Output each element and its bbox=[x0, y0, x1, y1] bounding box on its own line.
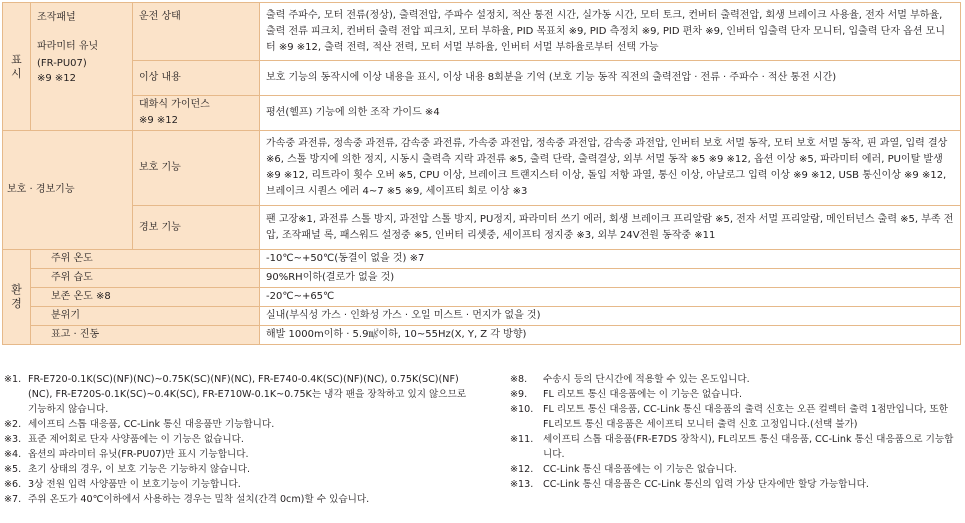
footnote bbox=[510, 462, 958, 477]
row-value: 출력 주파수, 모터 전류(정상), 출력전압, 주파수 설정치, 적산 통전 시간, 실가동 시간, 모터 토크, 컨버터 출력전압, 회생 브레이크 사용율, 전자 서멀 부하율, 출력 전류 피크치, 컨버터 출력 전압 피크치, 모터 부하율, PID 목표치 ※9, PID 측정치 ※9, PID 편차 ※9, 인버터 입출력 단자 모니터, 입출력 단자 옵션 모니터 ※9 ※12, 출력 전력, 적산 전력, 모터 서멀 부하율, 인버터 서멀 부하율로부터 선택 가능 bbox=[260, 3, 961, 61]
table-row bbox=[3, 326, 961, 345]
row-label-text: 보호 기능 bbox=[139, 162, 181, 173]
row-label bbox=[133, 96, 260, 131]
footnote-key: ※13. bbox=[510, 479, 534, 490]
table-row bbox=[3, 250, 961, 269]
row-label: 분위기 bbox=[31, 307, 260, 326]
footnote-text: CC-Link 통신 대응품은 CC-Link 통신의 입력 가상 단자에만 할당 가능합니다. bbox=[543, 479, 869, 490]
row-value: -10℃~+50℃(동결이 없을 것) ※7 bbox=[260, 250, 961, 269]
category-display-char-2: 시 bbox=[11, 66, 22, 80]
footnote-key: ※12. bbox=[510, 464, 534, 475]
table-row bbox=[3, 269, 961, 288]
footnote-text: FR-E720-0.1K(SC)(NF)(NC)~0.75K(SC)(NF)(NC), FR-E740-0.4K(SC)(NF)(NC), 0.75K(SC)(NF)(NC), FR-E720S-0.1K(SC)~0.4K(SC), FR-E710W-0.1K~0.75K는 냉각 팬을 장착하고 있지 않으므로 기능하지 않습니다. bbox=[28, 374, 467, 415]
row-label bbox=[133, 206, 260, 250]
row-label-text: 운전 상태 bbox=[139, 11, 181, 22]
footnote-text: CC-Link 통신 대응품에는 이 기능은 없습니다. bbox=[543, 464, 737, 475]
category-environment-char-2: 경 bbox=[11, 297, 22, 310]
row-value: 90%RH이하(결로가 없을 것) bbox=[260, 269, 961, 288]
row-value: 해발 1000m이하 · 5.9㎨이하, 10~55Hz(X, Y, Z 각 방향) bbox=[260, 326, 961, 345]
footnote bbox=[4, 477, 474, 492]
table-row bbox=[3, 206, 961, 250]
footnote bbox=[4, 462, 474, 477]
row-value: 실내(부식성 가스 · 인화성 가스 · 오일 미스트 · 먼지가 없을 것) bbox=[260, 307, 961, 326]
row-value: 평션(헬프) 기능에 의한 조작 가이드 ※4 bbox=[260, 96, 961, 131]
category-environment bbox=[3, 250, 31, 345]
footnote bbox=[4, 492, 474, 507]
row-label: 주위 온도 bbox=[31, 250, 260, 269]
table-row bbox=[3, 288, 961, 307]
footnote-key: ※5. bbox=[4, 464, 22, 475]
footnote-key: ※9. bbox=[510, 389, 528, 400]
panel-line: ※9 ※12 bbox=[37, 73, 77, 84]
footnote-text: 세이프티 스톱 대응품, CC-Link 통신 대응품만 기능합니다. bbox=[28, 419, 275, 430]
panel-line: (FR-PU07) bbox=[37, 58, 87, 69]
footnote bbox=[510, 387, 958, 402]
footnote bbox=[510, 372, 958, 387]
row-value: -20℃~+65℃ bbox=[260, 288, 961, 307]
table-row bbox=[3, 96, 961, 131]
footnote-key: ※2. bbox=[4, 419, 22, 430]
footnote bbox=[4, 447, 474, 462]
footnote-text: 초기 상태의 경우, 이 보호 기능은 기능하지 않습니다. bbox=[28, 464, 251, 475]
row-label: 표고 · 진동 bbox=[31, 326, 260, 345]
footnote-text: FL 리모트 통신 대응품, CC-Link 통신 대응품의 출력 신호는 오픈 컬렉터 출력 1점만입니다, 또한 FL리모트 통신 대응품은 세이프티 모니터 출력 신호 고정입니다.(선택 불가) bbox=[543, 404, 949, 430]
footnote-key: ※11. bbox=[510, 434, 534, 445]
row-label: 보존 온도 ※8 bbox=[31, 288, 260, 307]
footnote-key: ※3. bbox=[4, 434, 22, 445]
category-environment-char-1: 환 bbox=[11, 283, 22, 296]
row-label-note: ※9 ※12 bbox=[139, 115, 179, 126]
table-row bbox=[3, 61, 961, 96]
footnote-key: ※8. bbox=[510, 374, 528, 385]
footnote-text: 3상 전원 입력 사양품만 이 보호기능이 기능합니다. bbox=[28, 479, 241, 490]
footnote-text: 수송시 등의 단시간에 적용할 수 있는 온도입니다. bbox=[543, 374, 750, 385]
category-display bbox=[3, 3, 31, 131]
footnote-text: 세이프티 스톱 대응품(FR-E7DS 장착시), FL리모트 통신 대응품, CC-Link 통신 대응품으로 기능합니다. bbox=[543, 434, 954, 460]
panel-line: 조작패널 bbox=[37, 12, 76, 23]
row-label-text: 이상 내용 bbox=[139, 72, 181, 83]
table-row bbox=[3, 3, 961, 61]
footnote-text: 옵션의 파라미터 유닛(FR-PU07)만 표시 기능합니다. bbox=[28, 449, 249, 460]
footnote bbox=[4, 372, 474, 417]
footnote-text: 주위 온도가 40℃이하에서 사용하는 경우는 밀착 설치(간격 0cm)할 수 있습니다. bbox=[28, 494, 370, 505]
footnote-key: ※7. bbox=[4, 494, 22, 505]
footnote bbox=[4, 417, 474, 432]
table-row bbox=[3, 307, 961, 326]
category-protection: 보호 · 경보기능 bbox=[3, 131, 133, 250]
row-value: 보호 기능의 동작시에 이상 내용을 표시, 이상 내용 8회분을 기억 (보호 기능 동작 직전의 출력전압 · 전류 · 주파수 · 적산 통전 시간) bbox=[260, 61, 961, 96]
footnote-text: 표준 제어회로 단자 사양품에는 이 기능은 없습니다. bbox=[28, 434, 244, 445]
footnote bbox=[510, 477, 958, 492]
row-label-text: 경보 기능 bbox=[139, 221, 181, 233]
footnote-key: ※1. bbox=[4, 374, 22, 385]
footnote bbox=[510, 432, 958, 462]
row-label-text: 대화식 가이던스 bbox=[139, 99, 210, 110]
footnote-key: ※4. bbox=[4, 449, 22, 460]
spec-table bbox=[2, 2, 961, 345]
footnote-key: ※10. bbox=[510, 404, 534, 415]
footnote bbox=[510, 402, 958, 432]
row-label: 주위 습도 bbox=[31, 269, 260, 288]
row-value: 팬 고장※1, 과전류 스톨 방지, 과전압 스톨 방지, PU정지, 파라미터 쓰기 에러, 회생 브레이크 프리알람 ※5, 전자 서멀 프리알람, 메인터넌스 출력 ※5, 부족 전압, 조작패널 록, 패스워드 설정중 ※5, 인버터 리셋중, 세이프티 정지중 ※3, 외부 24V전원 동작중 ※11 bbox=[260, 206, 961, 250]
row-label bbox=[133, 61, 260, 96]
footnote-key: ※6. bbox=[4, 479, 22, 490]
panel-cell bbox=[31, 3, 133, 131]
table-row bbox=[3, 131, 961, 206]
row-label bbox=[133, 3, 260, 61]
footnotes-right bbox=[510, 372, 958, 492]
row-value: 가속중 과전류, 정속중 과전류, 감속중 과전류, 가속중 과전압, 정속중 과전압, 감속중 과전압, 인버터 보호 서멀 동작, 모터 보호 서멀 동작, 핀 과열, 입력 결상 ※6, 스톨 방지에 의한 정지, 시동시 출력측 지락 과전류 ※5, 출력 단락, 출력결상, 외부 서멀 동작 ※5 ※9 ※12, 옵션 이상 ※5, 파라미터 에러, PU이탈 발생 ※9 ※12, 리트라이 횟수 오버 ※5, CPU 이상, 브레이크 트랜지스터 이상, 돌입 저항 과열, 통신 이상, 아날로그 입력 이상 ※9 ※12, USB 통신이상 ※9 ※12, 브레이크 시퀀스 에러 4~7 ※5 ※9, 세이프티 회로 이상 ※3 bbox=[260, 131, 961, 206]
footnotes-left bbox=[4, 372, 474, 507]
footnote-text: FL 리모트 통신 대응품에는 이 기능은 없습니다. bbox=[543, 389, 743, 400]
footnote bbox=[4, 432, 474, 447]
panel-line: 파라미터 유닛 bbox=[37, 41, 99, 52]
row-label bbox=[133, 131, 260, 206]
category-display-char-1: 표 bbox=[11, 52, 22, 66]
